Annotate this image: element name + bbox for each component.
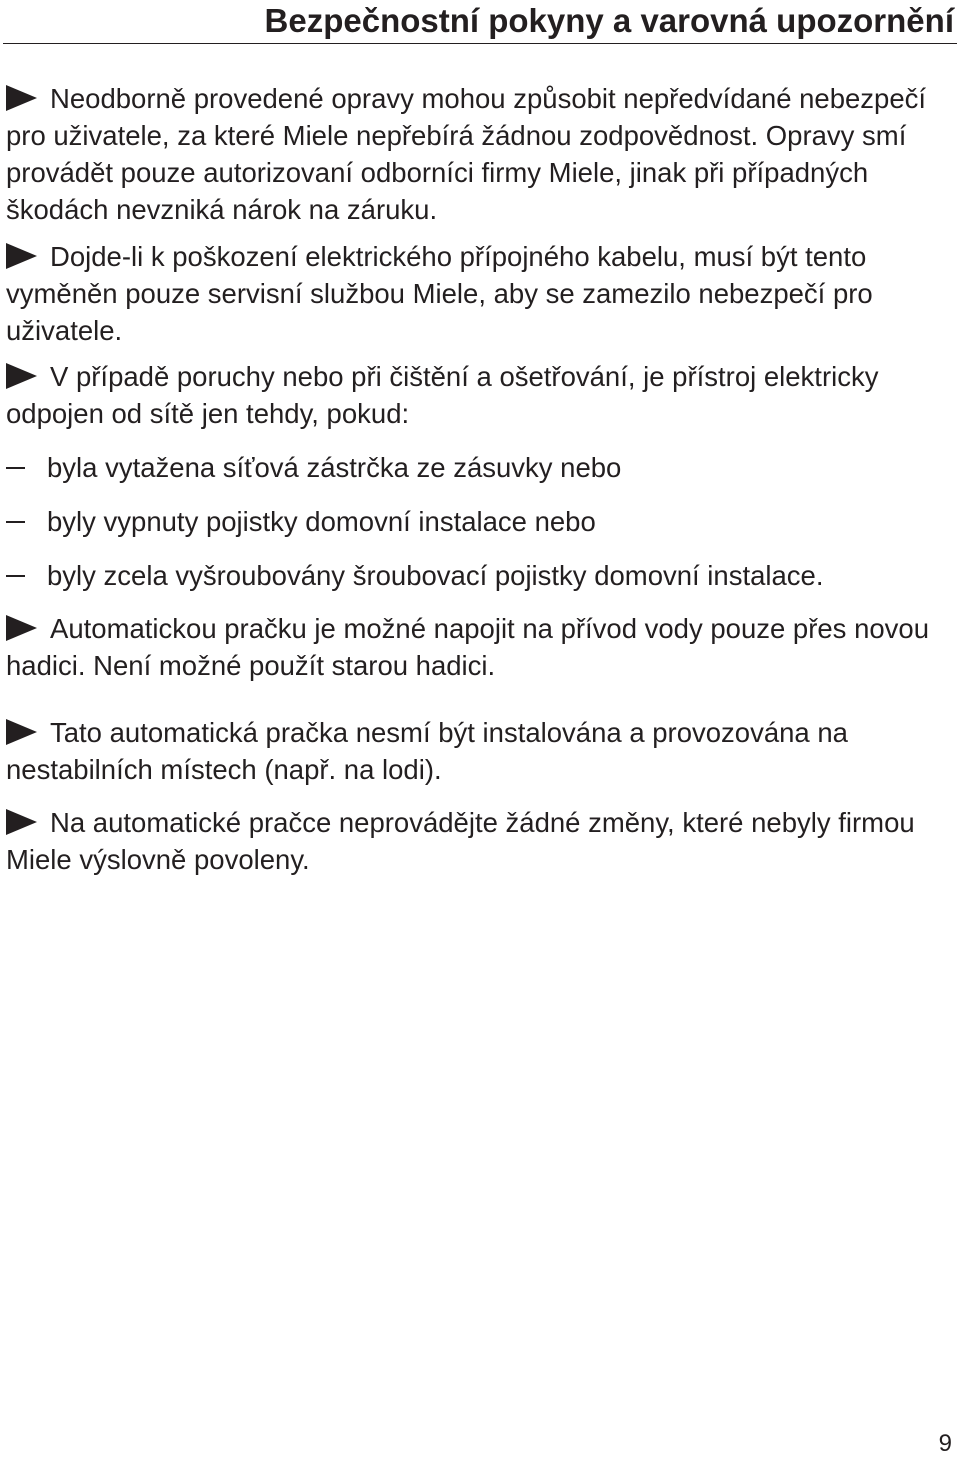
item-text: Tato automatická pračka nesmí být instalována a provozována na nestabilních místech (např. na lodi). [6, 717, 848, 785]
dash-bullet-icon [6, 575, 25, 577]
safety-item-stable-location [6, 714, 946, 788]
item-text: byly vypnuty pojistky domovní instalace nebo [47, 506, 596, 537]
safety-item-water-hose [6, 610, 946, 684]
page-title: Bezpečnostní pokyny a varovná upozornění [264, 2, 954, 39]
item-text: byly zcela vyšroubovány šroubovací pojistky domovní instalace. [47, 560, 824, 591]
condition-fuses-unscrewed [6, 557, 946, 594]
arrow-bullet-icon [6, 809, 37, 835]
condition-plug-removed [6, 449, 946, 486]
dash-bullet-icon [6, 467, 25, 469]
arrow-bullet-icon [6, 719, 37, 745]
condition-fuses-off [6, 503, 946, 540]
arrow-bullet-icon [6, 615, 37, 641]
item-text: Neodborně provedené opravy mohou způsobit nepředvídané nebezpečí pro uživatele, za které Miele nepřebírá žádnou zodpovědnost. Opravy smí provádět pouze autorizovaní odborníci firmy Miele, jinak při případných škodách nevzniká nárok na záruku. [6, 83, 927, 225]
item-text: Automatickou pračku je možné napojit na přívod vody pouze přes novou hadici. Není možné použít starou hadici. [6, 613, 929, 681]
arrow-bullet-icon [6, 243, 37, 269]
safety-item-no-modifications [6, 804, 946, 878]
safety-item-repairs [6, 80, 946, 228]
safety-item-power-cable [6, 238, 946, 349]
safety-instructions [6, 80, 946, 878]
page-number: 9 [938, 1430, 952, 1457]
item-text: Dojde-li k poškození elektrického přípojného kabelu, musí být tento vyměněn pouze servisní službou Miele, aby se zamezilo nebezpečí pro uživatele. [6, 241, 873, 346]
item-text: V případě poruchy nebo při čištění a ošetřování, je přístroj elektricky odpojen od sítě jen tehdy, pokud: [6, 361, 879, 429]
item-text: Na automatické pračce neprovádějte žádné změny, které nebyly firmou Miele výslovně povoleny. [6, 807, 915, 875]
arrow-bullet-icon [6, 363, 37, 389]
dash-bullet-icon [6, 521, 25, 523]
item-text: byla vytažena síťová zástrčka ze zásuvky nebo [47, 452, 622, 483]
safety-item-disconnect [6, 358, 946, 432]
title-divider [3, 43, 957, 44]
arrow-bullet-icon [6, 85, 37, 111]
